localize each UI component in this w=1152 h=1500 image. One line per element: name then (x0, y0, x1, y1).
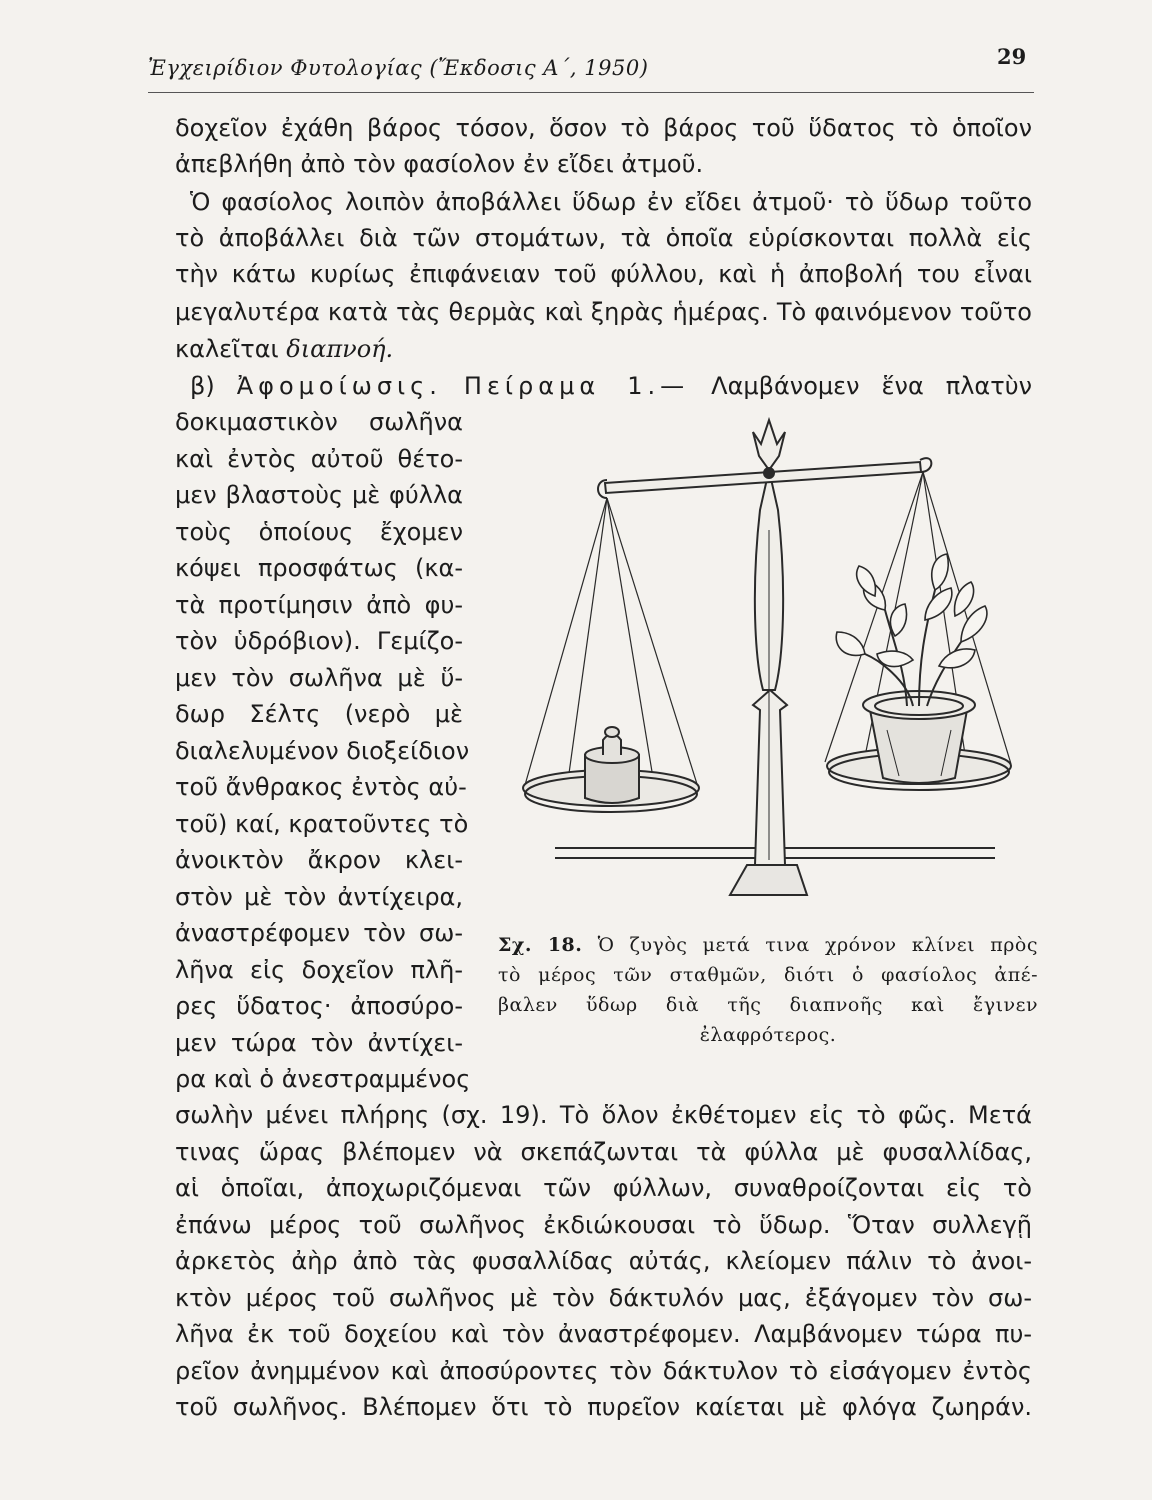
text-line: δοκιμαστικὸν σωλῆνα (175, 408, 463, 436)
text-line: ἀνοικτὸν ἄκρον κλει- (175, 846, 463, 874)
text-line: τὰ προτίμησιν ἀπὸ φυ- (175, 591, 463, 619)
text-line: λῆνα εἰς δοχεῖον πλῆ- (175, 956, 463, 984)
leaf (836, 632, 865, 655)
text-line: διαλελυμένον διοξείδιον (175, 737, 470, 765)
figure-caption-line (498, 930, 1038, 960)
text-line: ρα καὶ ὁ ἀνεστραμμένος (175, 1065, 471, 1093)
text-line: ρες ὕδατος· ἀποσύρο- (175, 992, 463, 1020)
text-line: τοὺς ὁποίους ἔχομεν (175, 518, 463, 546)
text-line: τινας ὥρας βλέπομεν νὰ σκεπάζωνται τὰ φύλλα μὲ φυσαλλίδας, (175, 1138, 1032, 1166)
leaf (925, 588, 952, 620)
section-heading: Ἀφομοίωσις. (236, 372, 442, 400)
experiment-label: Πείραμα 1.— (463, 372, 690, 400)
text-line: τοῦ) καί, κρατοῦντες τὸ (175, 810, 469, 838)
text-line: μεγαλυτέρα κατὰ τὰς θερμὰς καὶ ξηρὰς ἡμέρας. Τὸ φαινόμενον τοῦτο (175, 298, 1032, 326)
text-line: ἐπάνω μέρος τοῦ σωλῆνος ἐκδιώκουσαι τὸ ὕδωρ. Ὅταν συλλεγῇ (175, 1211, 1032, 1239)
text-line: στὸν μὲ τὸν ἀντίχειρα, (175, 883, 463, 911)
leaf (857, 566, 876, 596)
text-line: δοχεῖον ἐχάθη βάρος τόσον, ὅσον τὸ βάρος τοῦ ὕδατος τὸ ὁποῖον (175, 114, 1032, 142)
string-left (567, 498, 607, 788)
text-line: καὶ ἐντὸς αὐτοῦ θέτο- (175, 445, 463, 473)
text-line: μεν τώρα τὸν ἀντίχει- (175, 1029, 463, 1057)
text-fragment: καλεῖται (175, 335, 279, 363)
text-line: ρεῖον ἀνημμένον καὶ ἀποσύροντες τὸν δάκτυλον τὸ εἰσάγομεν ἐντὸς (175, 1357, 1032, 1385)
text-line: τὸ ἀποβάλλει διὰ τῶν στομάτων, τὰ ὁποῖα εὑρίσκονται πολλὰ εἰς (175, 224, 1032, 252)
running-title: Ἐγχειρίδιον Φυτολογίας (Ἔκδοσις Α΄, 1950) (148, 56, 649, 80)
figure-caption-line: τὸ μέρος τῶν σταθμῶν, διότι ὁ φασίολος ἀπέ- (498, 964, 1038, 986)
scale-base (730, 865, 807, 895)
string-left (525, 498, 607, 785)
leaf (932, 554, 948, 590)
text-line: τὸν ὑδρόβιον). Γεμίζο- (175, 627, 463, 655)
text-line: λῆνα ἐκ τοῦ δοχείου καὶ τὸν ἀναστρέφομεν. Λαμβάνομεν τώρα πυ- (175, 1320, 1032, 1348)
text-line: δωρ Σέλτς (νερὸ μὲ (175, 700, 463, 728)
text-line: μεν βλαστοὺς μὲ φύλλα (175, 481, 463, 509)
section-label: β) (190, 372, 215, 400)
text-line: ἀπεβλήθη ἀπὸ τὸν φασίολον ἐν εἴδει ἀτμοῦ. (175, 150, 704, 178)
caption-text: Ὁ ζυγὸς μετά τινα χρόνον κλίνει πρὸς (597, 934, 1038, 956)
text-line: μεν τὸν σωλῆνα μὲ ὕ- (175, 664, 463, 692)
text-line: κτὸν μέρος τοῦ σωλῆνος μὲ τὸν δάκτυλόν μας, ἐξάγομεν τὸν σω- (175, 1284, 1032, 1312)
figure-caption-line: βαλεν ὕδωρ διὰ τῆς διαπνοῆς καὶ ἔγινεν (498, 994, 1038, 1016)
text-line: ἀρκετὸς ἀὴρ ἀπὸ τὰς φυσαλλίδας αὐτάς, κλείομεν πάλιν τὸ ἀνοι- (175, 1247, 1032, 1275)
term-diapnoi: διαπνοή. (286, 335, 394, 363)
text-line: τοῦ ἄνθρακος ἐντὸς αὐ- (175, 773, 467, 801)
text-line: τοῦ σωλῆνος. Βλέπομεν ὅτι τὸ πυρεῖον καίεται μὲ φλόγα ζωηράν. (175, 1393, 1032, 1421)
figure-label: Σχ. 18. (498, 934, 583, 956)
scale-beam (605, 462, 921, 493)
scale-pointer (753, 420, 785, 470)
section-heading-line (190, 368, 1032, 404)
text-line (175, 331, 1032, 367)
figure-balance-scale (515, 410, 1035, 910)
flower-pot (870, 710, 967, 783)
page-number: 29 (997, 44, 1027, 69)
text-fragment: Λαμβάνομεν ἕνα πλατὺν (711, 372, 1032, 400)
scale-column (753, 690, 787, 865)
text-line: Ὁ φασίολος λοιπὸν ἀποβάλλει ὕδωρ ἐν εἴδει ἀτμοῦ· τὸ ὕδωρ τοῦτο (190, 188, 1032, 216)
leaf (939, 649, 975, 668)
figure-caption-line: ἐλαφρότερος. (699, 1024, 837, 1046)
text-line: σωλὴν μένει πλήρης (σχ. 19). Τὸ ὅλον ἐκθέτομεν εἰς τὸ φῶς. Μετά (175, 1101, 1032, 1129)
leaf (890, 604, 906, 636)
text-line: κόψει προσφάτως (κα- (175, 554, 463, 582)
text-line: ἀναστρέφομεν τὸν σω- (175, 919, 463, 947)
header-rule (148, 92, 1034, 93)
text-line: τὴν κάτω κυρίως ἐπιφάνειαν τοῦ φύλλου, καὶ ἡ ἀποβολή του εἶναι (175, 260, 1032, 288)
text-line: αἱ ὁποῖαι, ἀποχωριζόμεναι τῶν φύλλων, συναθροίζονται εἰς τὸ (175, 1174, 1032, 1202)
